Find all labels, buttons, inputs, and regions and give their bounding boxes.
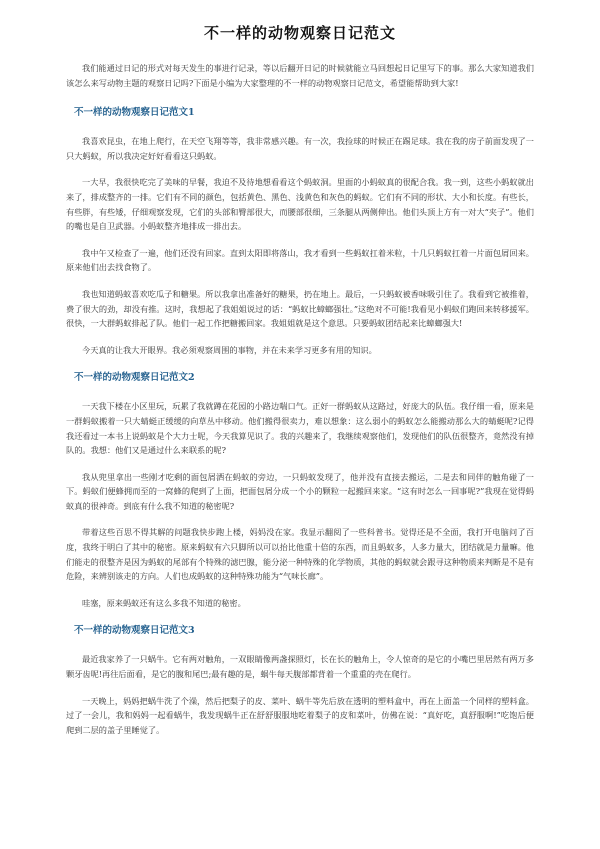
- section-heading: 不一样的动物观察日记范文2: [74, 372, 195, 384]
- paragraph: 最近我家养了一只蜗牛。它有两对触角，一双眼睛像两盏探照灯，长在长的触角上，令人惊奇的是它的小嘴巴里居然有两万多颗牙齿呢!再往后面看，是它的腹和尾巴;最有趣的是，蜗牛每天腹部都背着一个重重的壳在爬行。: [66, 654, 534, 680]
- paragraph: 哇塞，原来蚂蚁还有这么多我不知道的秘密。: [82, 597, 246, 608]
- section-heading: 不一样的动物观察日记范文1: [74, 107, 195, 119]
- paragraph: 我中午又检查了一遍，他们还没有回家。直到太阳即将落山，我才看到一些蚂蚁扛着米粒，十几只蚂蚁扛着一片面包屑回来。原来他们出去找食物了。: [66, 247, 534, 273]
- paragraph: 带着这些百思不得其解的问题我快步跑上楼，妈妈没在家。我显示翻阅了一些科普书。觉得还是不全面，我打开电脑问了百度，我终于明白了其中的秘密。原来蚂蚁有六只脚所以可以抬比他重十倍的东西，而且蚂蚁多，人多力量大，团结就是力量嘛。他们能走的很整齐是因为蚂蚁的尾部有个特殊的滤巴腺，能分泌一种特殊的化学物质，其他的蚂蚁就会跟寻这种物质来判断是不是有危险，来辨别该走的方向。人们也成蚂蚁的这种特殊功能为“气味长廊”。: [66, 527, 534, 582]
- paragraph: 一天晚上，妈妈把蜗牛洗了个澡，然后把梨子的皮、菜叶、蜗牛等先后放在透明的塑料盒中，再在上面盖一个同样的塑料盒。过了一会儿，我和妈妈一起看蜗牛，我发现蜗牛正在舒舒服服地吃着梨子的皮和菜叶，仿佛在说：“真好吃，真舒服啊!”吃饱后便爬到二层的盖子里睡觉了。: [66, 695, 534, 735]
- paragraph: 我从兜里拿出一些刚才吃剩的面包屑洒在蚂蚁的旁边，一只蚂蚁发现了，他并没有直接去搬运，二是去和同伴的触角碰了一下。蚂蚁们便蜂拥而至的一窝蜂的爬到了上面，把面包屑分成一个小的颗粒一起搬回来家。“这有时怎么一回事呢?”我现在觉得蚂蚁真的很神奇。到底有什么我不知道的秘密呢?: [66, 471, 534, 511]
- intro-paragraph: 我们能通过日记的形式对每天发生的事进行记录，等以后翻开日记的时候就能立马回想起日记里写下的事。那么大家知道我们该怎么来写动物主题的观察日记吗?下面是小编为大家整理的不一样的动物观察日记范文，希望能帮助到大家!: [66, 63, 534, 88]
- paragraph: 今天真的让我大开眼界。我必须观察周围的事物，并在未来学习更多有用的知识。: [82, 344, 377, 355]
- section-1: [66, 106, 534, 357]
- page-title: 不一样的动物观察日记范文: [203, 24, 396, 42]
- section-heading: 不一样的动物观察日记范文3: [74, 625, 195, 637]
- section-2: [66, 371, 534, 610]
- section-3: [66, 624, 534, 737]
- paragraph: 一天我下楼在小区里玩，玩累了我就蹲在花园的小路边喘口气。正好一群蚂蚁从这路过，好庞大的队伍。我仔细一看，原来是一群蚂蚁搬着一只大蜻蜓正缓缓的向草丛中移动。他们搬得很卖力，难以想象：这么弱小的蚂蚁怎么能搬动那么大的蜻蜓呢?记得我还看过一本书上说蚂蚁是个大力士呢，今天我算见识了。我的兴趣来了，我继续观察他们，发现他们的队伍很整齐，竟然没有掉队的。我想：他们又是通过什么来联系的呢?: [66, 401, 534, 456]
- paragraph: 我喜欢昆虫，在地上爬行，在天空飞翔等等，我非常感兴趣。有一次，我捡球的时候正在踢足球。我在我的房子前面发现了一只大蚂蚁，所以我决定好好看看这只蚂蚁。: [66, 136, 534, 161]
- paragraph: 一大早，我很快吃完了美味的早餐，我迫不及待地想看看这个蚂蚁洞。里面的小蚂蚁真的很配合我。我一到，这些小蚂蚁就出来了，排成整齐的一排。它们有不同的颜色，包括黄色、黑色、浅黄色和灰色的蚂蚁。它们有不同的形状、大小和长度。有些长，有些胖，有些矮，仔细观察发现，它们的头部和臀部很大，而腰部很细，三条腿从两侧伸出。他们头顶上方有一对大“夹子”。他们的嘴也是自卫武器。小蚂蚁整齐地排成一排出去。: [66, 177, 534, 232]
- paragraph: 我也知道蚂蚁喜欢吃瓜子和糖果。所以我拿出准备好的糖果，扔在地上。最后，一只蚂蚁被香味吸引住了。我看到它被推着，费了很大的劲，却没有推。这时，我想起了我姐姐说过的话：“蚂蚁比蟑螂强壮。”这绝对不可能!我看见小蚂蚁们跑回来转移援军。很快，一大群蚂蚁排起了队。他们一起工作把糖搬回家。我姐姐就是这个意思。只要蚂蚁团结起来比蟑螂强大!: [66, 288, 534, 329]
